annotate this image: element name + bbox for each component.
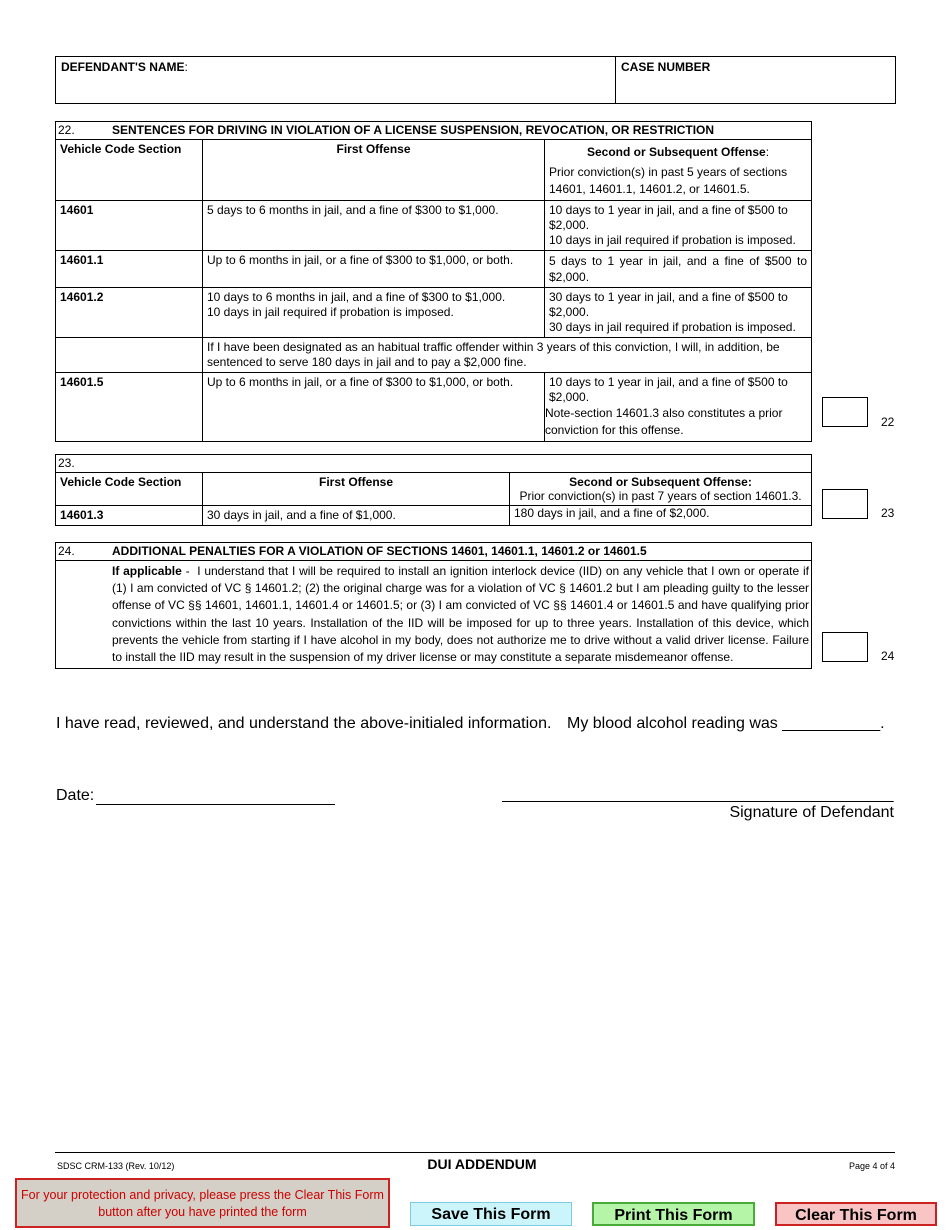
initial-number-24: 24 bbox=[881, 649, 895, 663]
save-form-button[interactable]: Save This Form bbox=[410, 1202, 572, 1226]
footer-rule bbox=[55, 1152, 895, 1153]
form-id: SDSC CRM-133 (Rev. 10/12) bbox=[57, 1161, 175, 1171]
initial-box-23[interactable] bbox=[822, 489, 868, 519]
clear-form-button[interactable]: Clear This Form bbox=[775, 1202, 937, 1226]
date-field[interactable] bbox=[96, 803, 335, 805]
privacy-notice: For your protection and privacy, please press the Clear This Form button after you have printed the form bbox=[15, 1178, 390, 1228]
blood-alcohol-text: My blood alcohol reading was ___________. bbox=[567, 715, 885, 732]
initial-number-23: 23 bbox=[881, 506, 895, 520]
habitual-offender-note: If I have been designated as an habitual traffic offender within 3 years of this conviction, I will, in addition, be sentenced to serve 180 days in jail and to pay a $2,000 fine. bbox=[203, 338, 812, 373]
defendant-name-field[interactable]: DEFENDANT'S NAME: bbox=[56, 57, 616, 104]
table-row bbox=[56, 338, 812, 373]
section-24-number: 24. bbox=[58, 544, 75, 558]
case-number-field[interactable] bbox=[616, 57, 896, 104]
section-23-number: 23. bbox=[56, 455, 812, 473]
section-24-table bbox=[55, 542, 812, 669]
s22-header-code: Vehicle Code Section bbox=[56, 140, 203, 201]
signature-line[interactable]: ____________________________________________ bbox=[502, 786, 894, 803]
table-row: 14601.2 10 days to 6 months in jail, and a fine of $300 to $1,000. 10 days in jail required if probation is imposed. 30 days to 1 year in jail, and a fine of $500 to $2,000. 30 days in jail required if probation is imposed. bbox=[56, 288, 812, 338]
form-title: DUI ADDENDUM bbox=[427, 1156, 537, 1172]
table-row: 14601.5 Up to 6 months in jail, or a fine of $300 to $1,000, or both. 10 days to 1 year in jail, and a fine of $500 to $2,000. Note-section 14601.3 also constitutes a prior conviction for this offense. bbox=[56, 373, 812, 442]
s23-header-code: Vehicle Code Section bbox=[56, 473, 203, 506]
section-23-table bbox=[55, 454, 812, 526]
s22-header-first: First Offense bbox=[203, 140, 545, 201]
signature-label: Signature of Defendant bbox=[729, 804, 894, 821]
s22-header-second: Second or Subsequent Offense: Prior conviction(s) in past 5 years of sections 14601, 14601.1, 14601.2, or 14601.5. bbox=[545, 140, 812, 201]
table-row: 14601.3 30 days in jail, and a fine of $1,000. 180 days in jail, and a fine of $2,000. bbox=[56, 506, 812, 526]
table-row: 14601 5 days to 6 months in jail, and a fine of $300 to $1,000. 10 days to 1 year in jail, and a fine of $500 to $2,000. 10 days in jail required if probation is imposed. bbox=[56, 201, 812, 251]
section-22-number: 22. bbox=[58, 123, 75, 137]
s23-header-second: Second or Subsequent Offense: Prior conviction(s) in past 7 years of section 14601.3. bbox=[510, 473, 812, 506]
section-22-table bbox=[55, 121, 812, 442]
initial-box-22[interactable] bbox=[822, 397, 868, 427]
date-label: Date: bbox=[56, 787, 95, 804]
case-number-label: CASE NUMBER bbox=[621, 60, 711, 74]
iid-paragraph: If applicable - I understand that I will be required to install an ignition interlock device (IID) on any vehicle that I own or operate if (1) I am convicted of VC § 14601.2; (2) the original charge was for a violation of VC § 14601.2 but I am pleading guilty to the lesser offense of VC §§ 14601, 14601.1, 14601.4 or 14601.5; or (3) I am convicted of VC §§ 14601.4 or 14601.5 and have qualifying prior convictions within the last 10 years. Installation of the IID will be imposed for up to three years. Installation of this device, which prevents the vehicle from starting if I have alcohol in my body, does not authorize me to drive without a valid driver license. Failure to install the IID may result in the suspension of my driver license or may constitute a separate misdemeanor offense. bbox=[56, 561, 812, 669]
s23-header-first: First Offense bbox=[203, 473, 510, 506]
header-table bbox=[55, 56, 896, 104]
initial-number-22: 22 bbox=[881, 415, 895, 429]
defendant-name-label: DEFENDANT'S NAME bbox=[61, 60, 185, 74]
page-number: Page 4 of 4 bbox=[848, 1161, 895, 1171]
section-22-title: SENTENCES FOR DRIVING IN VIOLATION OF A LICENSE SUSPENSION, REVOCATION, OR RESTRICTION bbox=[112, 123, 715, 137]
section-24-title: ADDITIONAL PENALTIES FOR A VIOLATION OF SECTIONS 14601, 14601.1, 14601.2 or 14601.5 bbox=[112, 544, 647, 558]
table-row: 14601.1 Up to 6 months in jail, or a fine of $300 to $1,000, or both. 5 days to 1 year in jail, and a fine of $500 to $2,000. bbox=[56, 251, 812, 288]
acknowledgement-text: I have read, reviewed, and understand the above-initialed information. bbox=[56, 715, 552, 732]
initial-box-24[interactable] bbox=[822, 632, 868, 662]
print-form-button[interactable]: Print This Form bbox=[592, 1202, 755, 1226]
